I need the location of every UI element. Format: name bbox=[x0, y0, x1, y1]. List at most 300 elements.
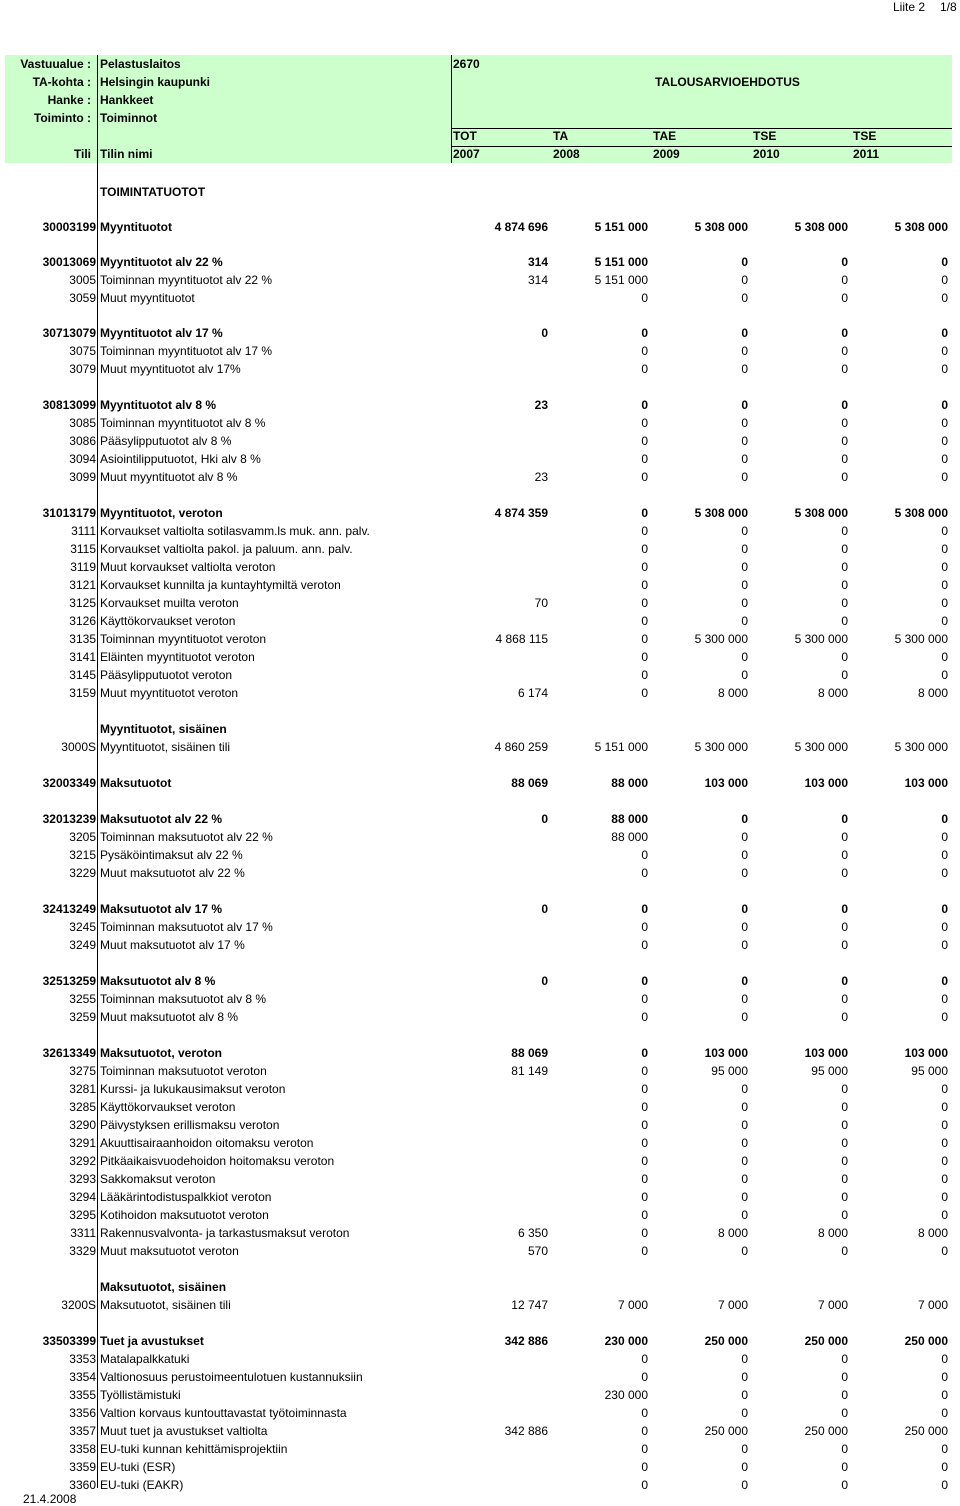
value-cell: 0 bbox=[941, 1208, 948, 1222]
value-cell: 0 bbox=[841, 452, 848, 466]
account-name: Maksutuotot bbox=[100, 776, 172, 790]
account-name: Muut myyntituotot bbox=[100, 291, 195, 305]
account-number: 31013179 bbox=[42, 506, 96, 520]
column-type: TSE bbox=[753, 129, 777, 143]
value-cell: 0 bbox=[941, 812, 948, 826]
value-cell: 103 000 bbox=[804, 1046, 848, 1060]
value-cell: 314 bbox=[527, 255, 548, 269]
value-cell: 0 bbox=[641, 1424, 648, 1438]
account-name: Pääsylipputuotot alv 8 % bbox=[100, 434, 232, 448]
value-cell: 0 bbox=[841, 1244, 848, 1258]
table-row bbox=[5, 504, 952, 522]
value-cell: 0 bbox=[941, 1460, 948, 1474]
value-cell: 0 bbox=[641, 632, 648, 646]
account-name: Käyttökorvaukset veroton bbox=[100, 614, 236, 628]
table-row bbox=[5, 1116, 952, 1134]
value-cell: 0 bbox=[641, 1460, 648, 1474]
label-hanke: Hanke : bbox=[47, 93, 91, 107]
value-cell: 0 bbox=[741, 1100, 748, 1114]
value-cell: 0 bbox=[941, 1082, 948, 1096]
account-number: 3357 bbox=[69, 1424, 96, 1438]
table-row bbox=[5, 684, 952, 702]
value-hanke: Hankkeet bbox=[100, 93, 154, 107]
value-cell: 70 bbox=[534, 596, 548, 610]
account-name: Maksutuotot, veroton bbox=[100, 1046, 222, 1060]
account-name: Lääkärintodistuspalkkiot veroton bbox=[100, 1190, 272, 1204]
value-toiminto: Toiminnot bbox=[100, 111, 158, 125]
value-cell: 0 bbox=[741, 1370, 748, 1384]
value-cell: 0 bbox=[741, 866, 748, 880]
value-cell: 0 bbox=[641, 1478, 648, 1492]
value-cell: 0 bbox=[641, 506, 648, 520]
value-cell: 81 149 bbox=[511, 1064, 548, 1078]
account-name: Myyntituotot alv 17 % bbox=[100, 326, 223, 340]
account-name: Muut myyntituotot alv 8 % bbox=[100, 470, 238, 484]
account-name: Myyntituotot, sisäinen tili bbox=[100, 740, 231, 754]
value-cell: 0 bbox=[941, 848, 948, 862]
value-cell: 0 bbox=[841, 938, 848, 952]
value-cell: 0 bbox=[641, 1226, 648, 1240]
value-cell: 7 000 bbox=[717, 1298, 748, 1312]
account-name: Toiminnan maksutuotot alv 17 % bbox=[100, 920, 273, 934]
account-name: Myyntituotot, veroton bbox=[100, 506, 223, 520]
value-cell: 7 000 bbox=[817, 1298, 848, 1312]
account-number: 3215 bbox=[69, 848, 96, 862]
value-cell: 5 300 000 bbox=[794, 740, 848, 754]
account-number: 32413249 bbox=[42, 902, 96, 916]
value-cell: 0 bbox=[641, 560, 648, 574]
value-cell: 0 bbox=[741, 273, 748, 287]
value-cell: 0 bbox=[941, 1010, 948, 1024]
account-name: Kurssi- ja lukukausimaksut veroton bbox=[100, 1082, 286, 1096]
account-number: 3200S bbox=[61, 1298, 96, 1312]
value-cell: 0 bbox=[741, 434, 748, 448]
footer-date: 21.4.2008 bbox=[23, 1492, 77, 1506]
account-name: Myyntituotot bbox=[100, 220, 172, 234]
value-cell: 0 bbox=[841, 1172, 848, 1186]
value-cell: 0 bbox=[641, 1172, 648, 1186]
value-cell: 0 bbox=[941, 992, 948, 1006]
value-cell: 0 bbox=[841, 974, 848, 988]
value-cell: 0 bbox=[741, 1406, 748, 1420]
value-cell: 0 bbox=[741, 1118, 748, 1132]
value-cell: 0 bbox=[641, 344, 648, 358]
table-row bbox=[5, 594, 952, 612]
account-name: Muut myyntituotot alv 17% bbox=[100, 362, 241, 376]
account-name: Muut maksutuotot alv 17 % bbox=[100, 938, 245, 952]
value-cell: 0 bbox=[741, 542, 748, 556]
column-type: TSE bbox=[853, 129, 877, 143]
value-cell: 0 bbox=[841, 416, 848, 430]
value-cell: 0 bbox=[841, 1100, 848, 1114]
account-number: 3259 bbox=[69, 1010, 96, 1024]
value-cell: 0 bbox=[641, 470, 648, 484]
value-cell: 0 bbox=[841, 398, 848, 412]
value-cell: 103 000 bbox=[704, 1046, 748, 1060]
account-name: Maksutuotot alv 22 % bbox=[100, 812, 223, 826]
value-cell: 0 bbox=[841, 920, 848, 934]
account-name: Valtion korvaus kuntouttavastat työtoiminnasta bbox=[100, 1406, 347, 1420]
table-row bbox=[5, 1206, 952, 1224]
column-type: TA bbox=[553, 129, 569, 143]
value-cell: 0 bbox=[741, 1208, 748, 1222]
account-number: 3115 bbox=[70, 542, 96, 556]
account-name: Päivystyksen erillismaksu veroton bbox=[100, 1118, 280, 1132]
table-row bbox=[5, 522, 952, 540]
value-cell: 0 bbox=[841, 1352, 848, 1366]
value-cell: 0 bbox=[941, 596, 948, 610]
account-number: 3075 bbox=[69, 344, 96, 358]
value-cell: 88 069 bbox=[511, 1046, 548, 1060]
value-cell: 0 bbox=[941, 668, 948, 682]
value-cell: 103 000 bbox=[704, 776, 748, 790]
value-cell: 0 bbox=[741, 362, 748, 376]
value-ta-kohta: Helsingin kaupunki bbox=[100, 75, 211, 89]
account-name: Toiminnan myyntituotot alv 8 % bbox=[100, 416, 266, 430]
value-cell: 0 bbox=[741, 255, 748, 269]
value-cell: 0 bbox=[941, 344, 948, 358]
table-row bbox=[5, 342, 952, 360]
value-cell: 0 bbox=[941, 1244, 948, 1258]
value-cell: 0 bbox=[741, 1478, 748, 1492]
header-rule bbox=[452, 128, 952, 129]
value-cell: 6 350 bbox=[517, 1226, 548, 1240]
value-cell: 88 069 bbox=[511, 776, 548, 790]
value-cell: 0 bbox=[841, 650, 848, 664]
table-row bbox=[5, 218, 952, 236]
value-cell: 0 bbox=[641, 1442, 648, 1456]
value-cell: 5 300 000 bbox=[894, 632, 948, 646]
table-row bbox=[5, 360, 952, 378]
value-cell: 0 bbox=[841, 992, 848, 1006]
value-cell: 95 000 bbox=[811, 1064, 848, 1078]
account-name: Pysäköintimaksut alv 22 % bbox=[100, 848, 243, 862]
value-cell: 0 bbox=[941, 255, 948, 269]
account-name: Maksutuotot, sisäinen bbox=[100, 1280, 227, 1294]
value-cell: 0 bbox=[841, 1442, 848, 1456]
value-cell: 0 bbox=[841, 434, 848, 448]
value-cell: 0 bbox=[641, 578, 648, 592]
account-number: 3356 bbox=[69, 1406, 96, 1420]
value-cell: 0 bbox=[941, 1136, 948, 1150]
value-cell: 0 bbox=[841, 1406, 848, 1420]
value-cell: 0 bbox=[941, 560, 948, 574]
value-cell: 0 bbox=[641, 416, 648, 430]
value-cell: 4 874 696 bbox=[494, 220, 548, 234]
value-cell: 8 000 bbox=[717, 686, 748, 700]
value-cell: 88 000 bbox=[611, 830, 648, 844]
value-cell: 0 bbox=[941, 434, 948, 448]
account-name: Toiminnan maksutuotot alv 22 % bbox=[100, 830, 273, 844]
value-cell: 0 bbox=[741, 1442, 748, 1456]
account-name: EU-tuki kunnan kehittämisprojektiin bbox=[100, 1442, 288, 1456]
account-number: 30013069 bbox=[42, 255, 96, 269]
value-cell: 0 bbox=[841, 596, 848, 610]
value-cell: 4 868 115 bbox=[495, 632, 548, 646]
value-cell: 0 bbox=[941, 1190, 948, 1204]
value-cell: 250 000 bbox=[704, 1424, 748, 1438]
value-cell: 0 bbox=[541, 974, 548, 988]
account-number: 3145 bbox=[69, 668, 96, 682]
table-row bbox=[5, 540, 952, 558]
value-cell: 342 886 bbox=[504, 1424, 548, 1438]
account-number: 3353 bbox=[69, 1352, 96, 1366]
account-name: Toiminnan maksutuotot veroton bbox=[100, 1064, 267, 1078]
table-row bbox=[5, 1242, 952, 1260]
value-cell: 0 bbox=[941, 614, 948, 628]
account-number: 3079 bbox=[69, 362, 96, 376]
value-cell: 0 bbox=[741, 416, 748, 430]
value-cell: 0 bbox=[741, 1388, 748, 1402]
account-number: 3291 bbox=[69, 1136, 96, 1150]
value-cell: 570 bbox=[527, 1244, 548, 1258]
account-number: 33503399 bbox=[42, 1334, 96, 1348]
value-cell: 0 bbox=[941, 398, 948, 412]
value-cell: 5 151 000 bbox=[594, 740, 648, 754]
account-number: 3005 bbox=[69, 273, 96, 287]
account-name: Muut tuet ja avustukset valtiolta bbox=[100, 1424, 268, 1438]
value-cell: 0 bbox=[541, 326, 548, 340]
account-number: 3135 bbox=[69, 632, 96, 646]
account-name: Myyntituotot, sisäinen bbox=[100, 722, 227, 736]
value-cell: 0 bbox=[941, 578, 948, 592]
value-cell: 0 bbox=[741, 938, 748, 952]
value-cell: 5 300 000 bbox=[694, 632, 748, 646]
table-row bbox=[5, 1350, 952, 1368]
value-cell: 0 bbox=[941, 1154, 948, 1168]
label-ta-kohta: TA-kohta : bbox=[32, 75, 91, 89]
account-name: Toiminnan maksutuotot alv 8 % bbox=[100, 992, 267, 1006]
value-cell: 8 000 bbox=[917, 1226, 948, 1240]
value-cell: 0 bbox=[741, 291, 748, 305]
value-cell: 0 bbox=[841, 1208, 848, 1222]
account-name: Tuet ja avustukset bbox=[100, 1334, 204, 1348]
value-cell: 0 bbox=[641, 362, 648, 376]
account-name: Muut maksutuotot alv 22 % bbox=[100, 866, 245, 880]
value-cell: 0 bbox=[841, 866, 848, 880]
table-row bbox=[5, 1296, 952, 1314]
account-name: Sakkomaksut veroton bbox=[100, 1172, 216, 1186]
value-cell: 0 bbox=[641, 326, 648, 340]
value-cell: 0 bbox=[941, 416, 948, 430]
table-row bbox=[5, 1332, 952, 1350]
account-name: Matalapalkkatuki bbox=[100, 1352, 190, 1366]
value-cell: 5 308 000 bbox=[794, 506, 848, 520]
value-cell: 0 bbox=[641, 614, 648, 628]
table-row bbox=[5, 630, 952, 648]
account-number: 30813099 bbox=[42, 398, 96, 412]
value-cell: 0 bbox=[641, 1100, 648, 1114]
value-cell: 5 308 000 bbox=[694, 220, 748, 234]
value-cell: 0 bbox=[641, 542, 648, 556]
value-cell: 0 bbox=[841, 344, 848, 358]
value-cell: 0 bbox=[941, 273, 948, 287]
table-row bbox=[5, 1224, 952, 1242]
value-cell: 0 bbox=[941, 524, 948, 538]
table-row bbox=[5, 828, 952, 846]
account-name: Korvaukset muilta veroton bbox=[100, 596, 239, 610]
value-cell: 88 000 bbox=[611, 776, 648, 790]
table-row bbox=[5, 1098, 952, 1116]
column-year: 2008 bbox=[553, 147, 580, 161]
value-cell: 0 bbox=[641, 668, 648, 682]
table-row bbox=[5, 1458, 952, 1476]
table-row bbox=[5, 271, 952, 289]
value-cell: 0 bbox=[941, 974, 948, 988]
account-name: Pitkäaikaisvuodehoidon hoitomaksu veroton bbox=[100, 1154, 335, 1168]
value-cell: 0 bbox=[641, 1190, 648, 1204]
table-row bbox=[5, 253, 952, 271]
account-number: 3126 bbox=[69, 614, 96, 628]
value-cell: 4 860 259 bbox=[494, 740, 548, 754]
value-cell: 7 000 bbox=[617, 1298, 648, 1312]
table-row bbox=[5, 990, 952, 1008]
table-row bbox=[5, 1170, 952, 1188]
table-row bbox=[5, 864, 952, 882]
table-row bbox=[5, 846, 952, 864]
header-code: 2670 bbox=[453, 57, 480, 71]
account-number: 3111 bbox=[71, 524, 96, 538]
value-cell: 5 151 000 bbox=[594, 273, 648, 287]
value-cell: 103 000 bbox=[804, 776, 848, 790]
table-row bbox=[5, 900, 952, 918]
table-row bbox=[5, 1152, 952, 1170]
table-row bbox=[5, 1440, 952, 1458]
account-name: Toiminnan myyntituotot veroton bbox=[100, 632, 267, 646]
account-number: 3290 bbox=[69, 1118, 96, 1132]
column-type: TOT bbox=[453, 129, 477, 143]
value-cell: 0 bbox=[741, 452, 748, 466]
value-cell: 5 300 000 bbox=[794, 632, 848, 646]
value-cell: 0 bbox=[841, 1370, 848, 1384]
account-number: 3311 bbox=[70, 1226, 96, 1240]
account-number: 3295 bbox=[69, 1208, 96, 1222]
value-cell: 0 bbox=[941, 650, 948, 664]
value-cell: 0 bbox=[741, 650, 748, 664]
value-cell: 0 bbox=[741, 596, 748, 610]
table-row bbox=[5, 1476, 952, 1494]
value-vastuualue: Pelastuslaitos bbox=[100, 57, 181, 71]
value-cell: 0 bbox=[841, 1136, 848, 1150]
account-number: 32613349 bbox=[42, 1046, 96, 1060]
account-number: 3245 bbox=[69, 920, 96, 934]
value-cell: 0 bbox=[641, 291, 648, 305]
table-row bbox=[5, 1044, 952, 1062]
table-row bbox=[5, 1134, 952, 1152]
value-cell: 0 bbox=[741, 470, 748, 484]
value-cell: 5 151 000 bbox=[594, 255, 648, 269]
account-name: TOIMINTATUOTOT bbox=[100, 185, 206, 199]
account-number: 3094 bbox=[69, 452, 96, 466]
account-number: 3249 bbox=[69, 938, 96, 952]
value-cell: 0 bbox=[641, 902, 648, 916]
account-name: Korvaukset kunnilta ja kuntayhtymiltä veroton bbox=[100, 578, 341, 592]
account-name: Maksutuotot alv 17 % bbox=[100, 902, 223, 916]
value-cell: 0 bbox=[741, 578, 748, 592]
account-number: 30713079 bbox=[42, 326, 96, 340]
table-row bbox=[5, 1188, 952, 1206]
value-cell: 0 bbox=[741, 830, 748, 844]
label-toiminto: Toiminto : bbox=[33, 111, 91, 125]
value-cell: 0 bbox=[841, 848, 848, 862]
value-cell: 5 308 000 bbox=[694, 506, 748, 520]
value-cell: 0 bbox=[841, 560, 848, 574]
value-cell: 0 bbox=[941, 542, 948, 556]
value-cell: 0 bbox=[941, 1100, 948, 1114]
value-cell: 0 bbox=[741, 992, 748, 1006]
value-cell: 88 000 bbox=[611, 812, 648, 826]
column-type: TAE bbox=[653, 129, 677, 143]
account-name: Myyntituotot alv 8 % bbox=[100, 398, 217, 412]
column-year: 2010 bbox=[753, 147, 780, 161]
value-cell: 0 bbox=[841, 1082, 848, 1096]
account-number: 3085 bbox=[69, 416, 96, 430]
value-cell: 0 bbox=[841, 326, 848, 340]
value-cell: 0 bbox=[641, 1244, 648, 1258]
account-name: EU-tuki (EAKR) bbox=[100, 1478, 184, 1492]
table-row bbox=[5, 810, 952, 828]
value-cell: 0 bbox=[841, 542, 848, 556]
value-cell: 0 bbox=[941, 452, 948, 466]
account-number: 3292 bbox=[69, 1154, 96, 1168]
value-cell: 0 bbox=[841, 578, 848, 592]
account-number: 3281 bbox=[69, 1082, 96, 1096]
table-row bbox=[5, 1368, 952, 1386]
account-name: Asiointilipputuotot, Hki alv 8 % bbox=[100, 452, 261, 466]
page-topbar bbox=[0, 0, 960, 14]
account-name: Toiminnan myyntituotot alv 17 % bbox=[100, 344, 273, 358]
value-cell: 0 bbox=[641, 434, 648, 448]
account-number: 3000S bbox=[61, 740, 96, 754]
account-number: 3099 bbox=[69, 470, 96, 484]
account-number: 3285 bbox=[69, 1100, 96, 1114]
value-cell: 0 bbox=[541, 812, 548, 826]
account-number: 3294 bbox=[69, 1190, 96, 1204]
column-year: 2007 bbox=[453, 147, 480, 161]
value-cell: 0 bbox=[741, 1010, 748, 1024]
value-cell: 0 bbox=[841, 1190, 848, 1204]
table-row bbox=[5, 774, 952, 792]
account-number: 32013239 bbox=[42, 812, 96, 826]
value-cell: 0 bbox=[941, 902, 948, 916]
value-cell: 0 bbox=[741, 812, 748, 826]
value-cell: 0 bbox=[741, 1460, 748, 1474]
value-cell: 0 bbox=[641, 1082, 648, 1096]
attachment-label: Liite 2 bbox=[893, 0, 926, 14]
table-row bbox=[5, 972, 952, 990]
table-row bbox=[5, 1008, 952, 1026]
value-cell: 0 bbox=[841, 470, 848, 484]
label-vastuualue: Vastuualue : bbox=[20, 57, 91, 71]
value-cell: 0 bbox=[641, 1136, 648, 1150]
value-cell: 0 bbox=[941, 1406, 948, 1420]
value-cell: 0 bbox=[641, 1154, 648, 1168]
account-name: Kotihoidon maksutuotot veroton bbox=[100, 1208, 269, 1222]
value-cell: 230 000 bbox=[604, 1388, 648, 1402]
account-number: 3355 bbox=[69, 1388, 96, 1402]
value-cell: 95 000 bbox=[911, 1064, 948, 1078]
account-name: Käyttökorvaukset veroton bbox=[100, 1100, 236, 1114]
value-cell: 0 bbox=[841, 1460, 848, 1474]
column-tilin-nimi: Tilin nimi bbox=[100, 147, 153, 161]
label-tili: Tili bbox=[73, 147, 91, 161]
value-cell: 250 000 bbox=[804, 1424, 848, 1438]
value-cell: 5 308 000 bbox=[894, 506, 948, 520]
account-name: Myyntituotot alv 22 % bbox=[100, 255, 223, 269]
section-heading bbox=[5, 720, 952, 738]
table-row bbox=[5, 1404, 952, 1422]
account-name: Maksutuotot alv 8 % bbox=[100, 974, 216, 988]
